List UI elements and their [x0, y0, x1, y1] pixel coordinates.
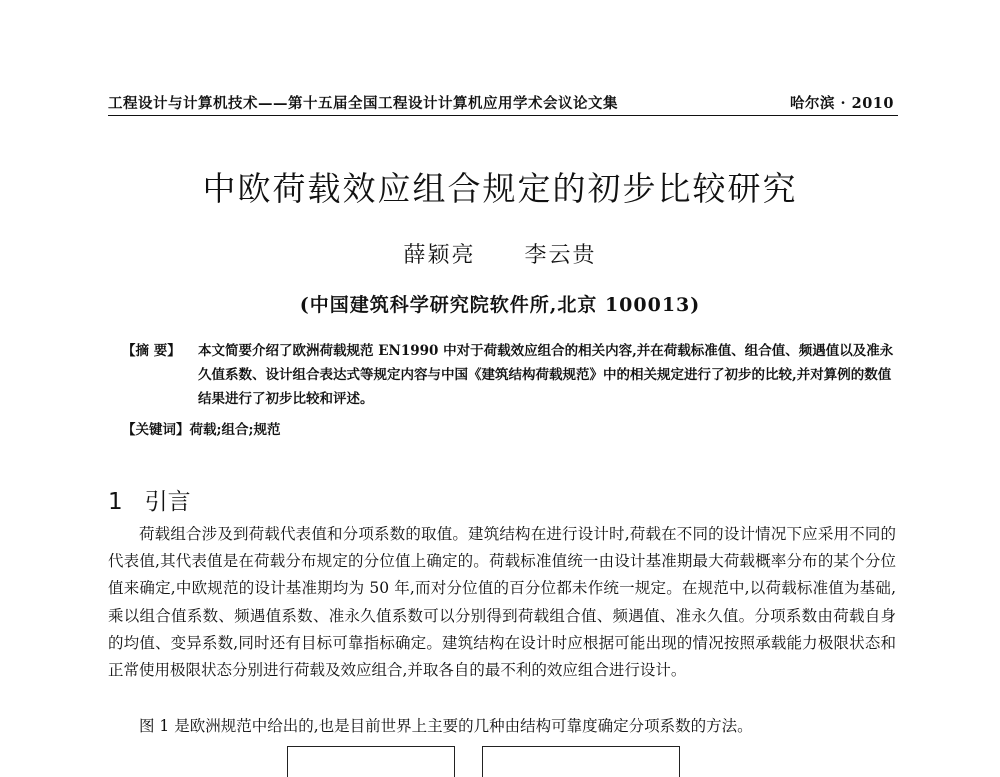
section-title: 引言	[144, 489, 191, 515]
section-heading	[108, 483, 191, 516]
author-1: 薛颖亮	[403, 243, 476, 268]
abstract-text: 本文简要介绍了欧洲荷载规范 EN1990 中对于荷载效应组合的相关内容,并在荷载标准值、组合值、频遇值以及准永久值系数、设计组合表达式等规定内容与中国《建筑结构荷载规范》中的相关规定进行了初步的比较,并对算例的数值结果进行了初步比较和评述。	[198, 343, 894, 407]
abstract-label: 【摘 要】	[122, 343, 181, 359]
body-paragraph-1: 荷载组合涉及到荷载代表值和分项系数的取值。建筑结构在进行设计时,荷载在不同的设计情况下应采用不同的代表值,其代表值是在荷载分布规定的分位值上确定的。荷载标准值统一由设计基准期最大荷载概率分布的某个分位值来确定,中欧规范的设计基准期均为 50 年,而对分位值的百分位都未作统一规定。在规范中,以荷载标准值为基础,乘以组合值系数、频遇值系数、准永久值系数可以分别得到荷载组合值、频遇值、准永久值。分项系数由荷载自身的均值、变异系数,同时还有目标可靠指标确定。建筑结构在设计时应根据可能出现的情况按照承载能力极限状态和正常使用极限状态分别进行荷载及效应组合,并取各自的最不利的效应组合进行设计。	[108, 525, 896, 680]
section-number: 1	[108, 489, 123, 515]
running-header-right: 哈尔滨 · 2010	[789, 95, 894, 112]
keywords	[122, 418, 900, 438]
header-rule	[108, 115, 898, 116]
keywords-text: 荷载;组合;规范	[189, 422, 281, 438]
abstract	[122, 339, 900, 411]
authors	[0, 238, 1000, 269]
figure-1-box-right	[482, 746, 680, 777]
running-header	[108, 92, 898, 113]
keywords-label: 【关键词】	[122, 422, 190, 438]
figure-1-box-left	[287, 746, 455, 777]
paper-title: 中欧荷载效应组合规定的初步比较研究	[202, 169, 798, 208]
body-paragraph-2: 图 1 是欧洲规范中给出的,也是目前世界上主要的几种由结构可靠度确定分项系数的方法。	[139, 717, 753, 735]
running-header-left: 工程设计与计算机技术——第十五届全国工程设计计算机应用学术会议论文集	[108, 95, 618, 112]
affiliation: (中国建筑科学研究院软件所,北京 100013)	[299, 294, 701, 316]
author-2: 李云贵	[524, 243, 597, 268]
